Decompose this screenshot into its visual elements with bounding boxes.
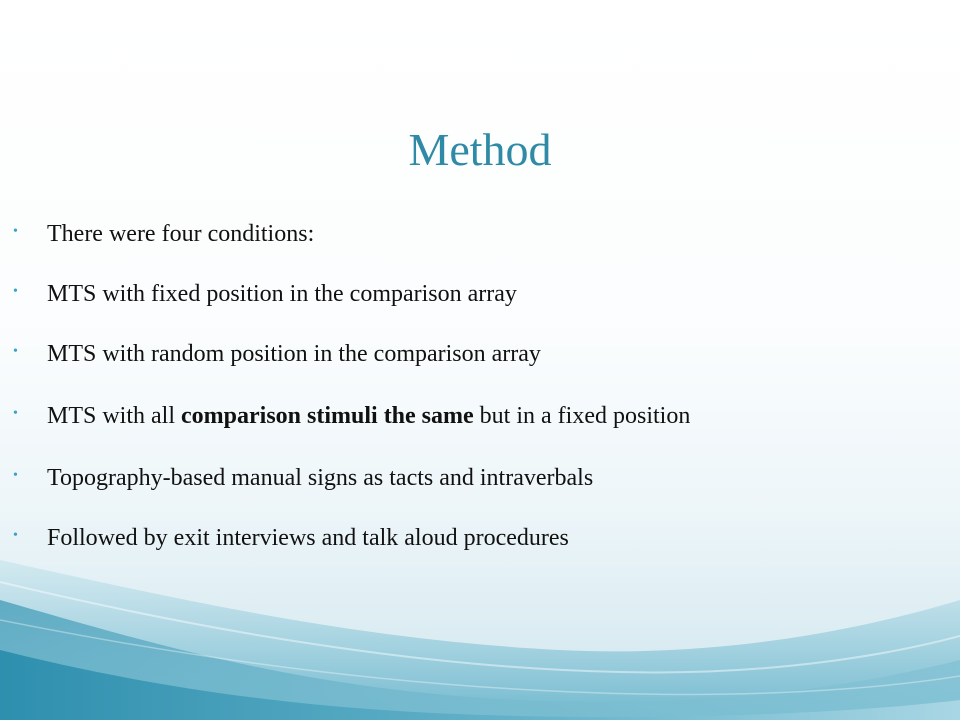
bullet-dot-icon: • (13, 406, 18, 421)
bullet-item (0, 274, 960, 314)
bullet-item (0, 396, 960, 436)
bullet-text-pre: MTS with all (47, 403, 182, 429)
bullet-text: There were four conditions: (47, 221, 315, 247)
bullet-dot-icon: • (13, 344, 18, 359)
bullet-item (0, 518, 960, 558)
slide-title: Method (408, 124, 552, 175)
bullet-text: Followed by exit interviews and talk aloud procedures (47, 525, 569, 551)
bullet-dot-icon: • (13, 284, 18, 299)
bullet-item (0, 458, 960, 498)
bullet-text: MTS with fixed position in the comparison array (47, 281, 517, 307)
bullet-text: MTS with random position in the comparison array (47, 341, 541, 367)
bullet-text-bold: comparison stimuli the same (181, 403, 474, 429)
bullet-text: Topography-based manual signs as tacts and intraverbals (47, 465, 594, 491)
bullet-text-post: but in a fixed position (473, 403, 691, 429)
bullet-dot-icon: • (13, 468, 18, 483)
bullet-text (47, 396, 690, 436)
bullet-dot-icon: • (13, 528, 18, 543)
bullet-item (0, 334, 960, 374)
bullet-dot-icon: • (13, 224, 18, 239)
bullet-item (0, 214, 960, 254)
